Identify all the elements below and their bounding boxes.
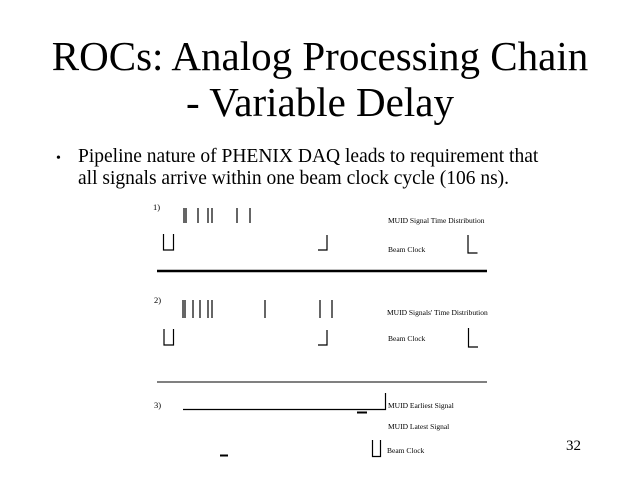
diagram-section-1 [153, 202, 485, 254]
signal-distribution-label: MUID Signal Time Distribution [388, 216, 485, 225]
bullet-icon: • [56, 151, 61, 166]
signal-time-ticks [184, 208, 250, 223]
earliest-signal-trace [183, 393, 386, 410]
beam-clock-waveform [373, 440, 381, 457]
slide-title-line-1: ROCs: Analog Processing Chain [51, 33, 589, 79]
beam-clock-label: Beam Clock [388, 334, 426, 343]
page-number: 32 [566, 438, 581, 454]
section-1-label: 1) [153, 202, 161, 212]
beam-clock-label: Beam Clock [388, 245, 426, 254]
section-2-label: 2) [154, 295, 162, 305]
bullet-text-line-1: Pipeline nature of PHENIX DAQ leads to requirement that [78, 146, 539, 167]
beam-clock-waveform [164, 234, 478, 253]
latest-signal-label: MUID Latest Signal [388, 422, 450, 431]
signal-time-ticks [183, 300, 332, 318]
beam-clock-waveform [164, 328, 478, 347]
slide-title-line-2: - Variable Delay [186, 78, 454, 125]
beam-clock-label: Beam Clock [387, 446, 425, 455]
diagram-section-2 [154, 295, 488, 347]
signal-distribution-label: MUID Signals' Time Distribution [387, 308, 488, 317]
section-3-label: 3) [154, 400, 162, 410]
bullet-text-line-2: all signals arrive within one beam clock cycle (106 ns). [78, 168, 510, 189]
diagram-section-3 [154, 393, 454, 457]
earliest-signal-label: MUID Earliest Signal [388, 401, 454, 410]
